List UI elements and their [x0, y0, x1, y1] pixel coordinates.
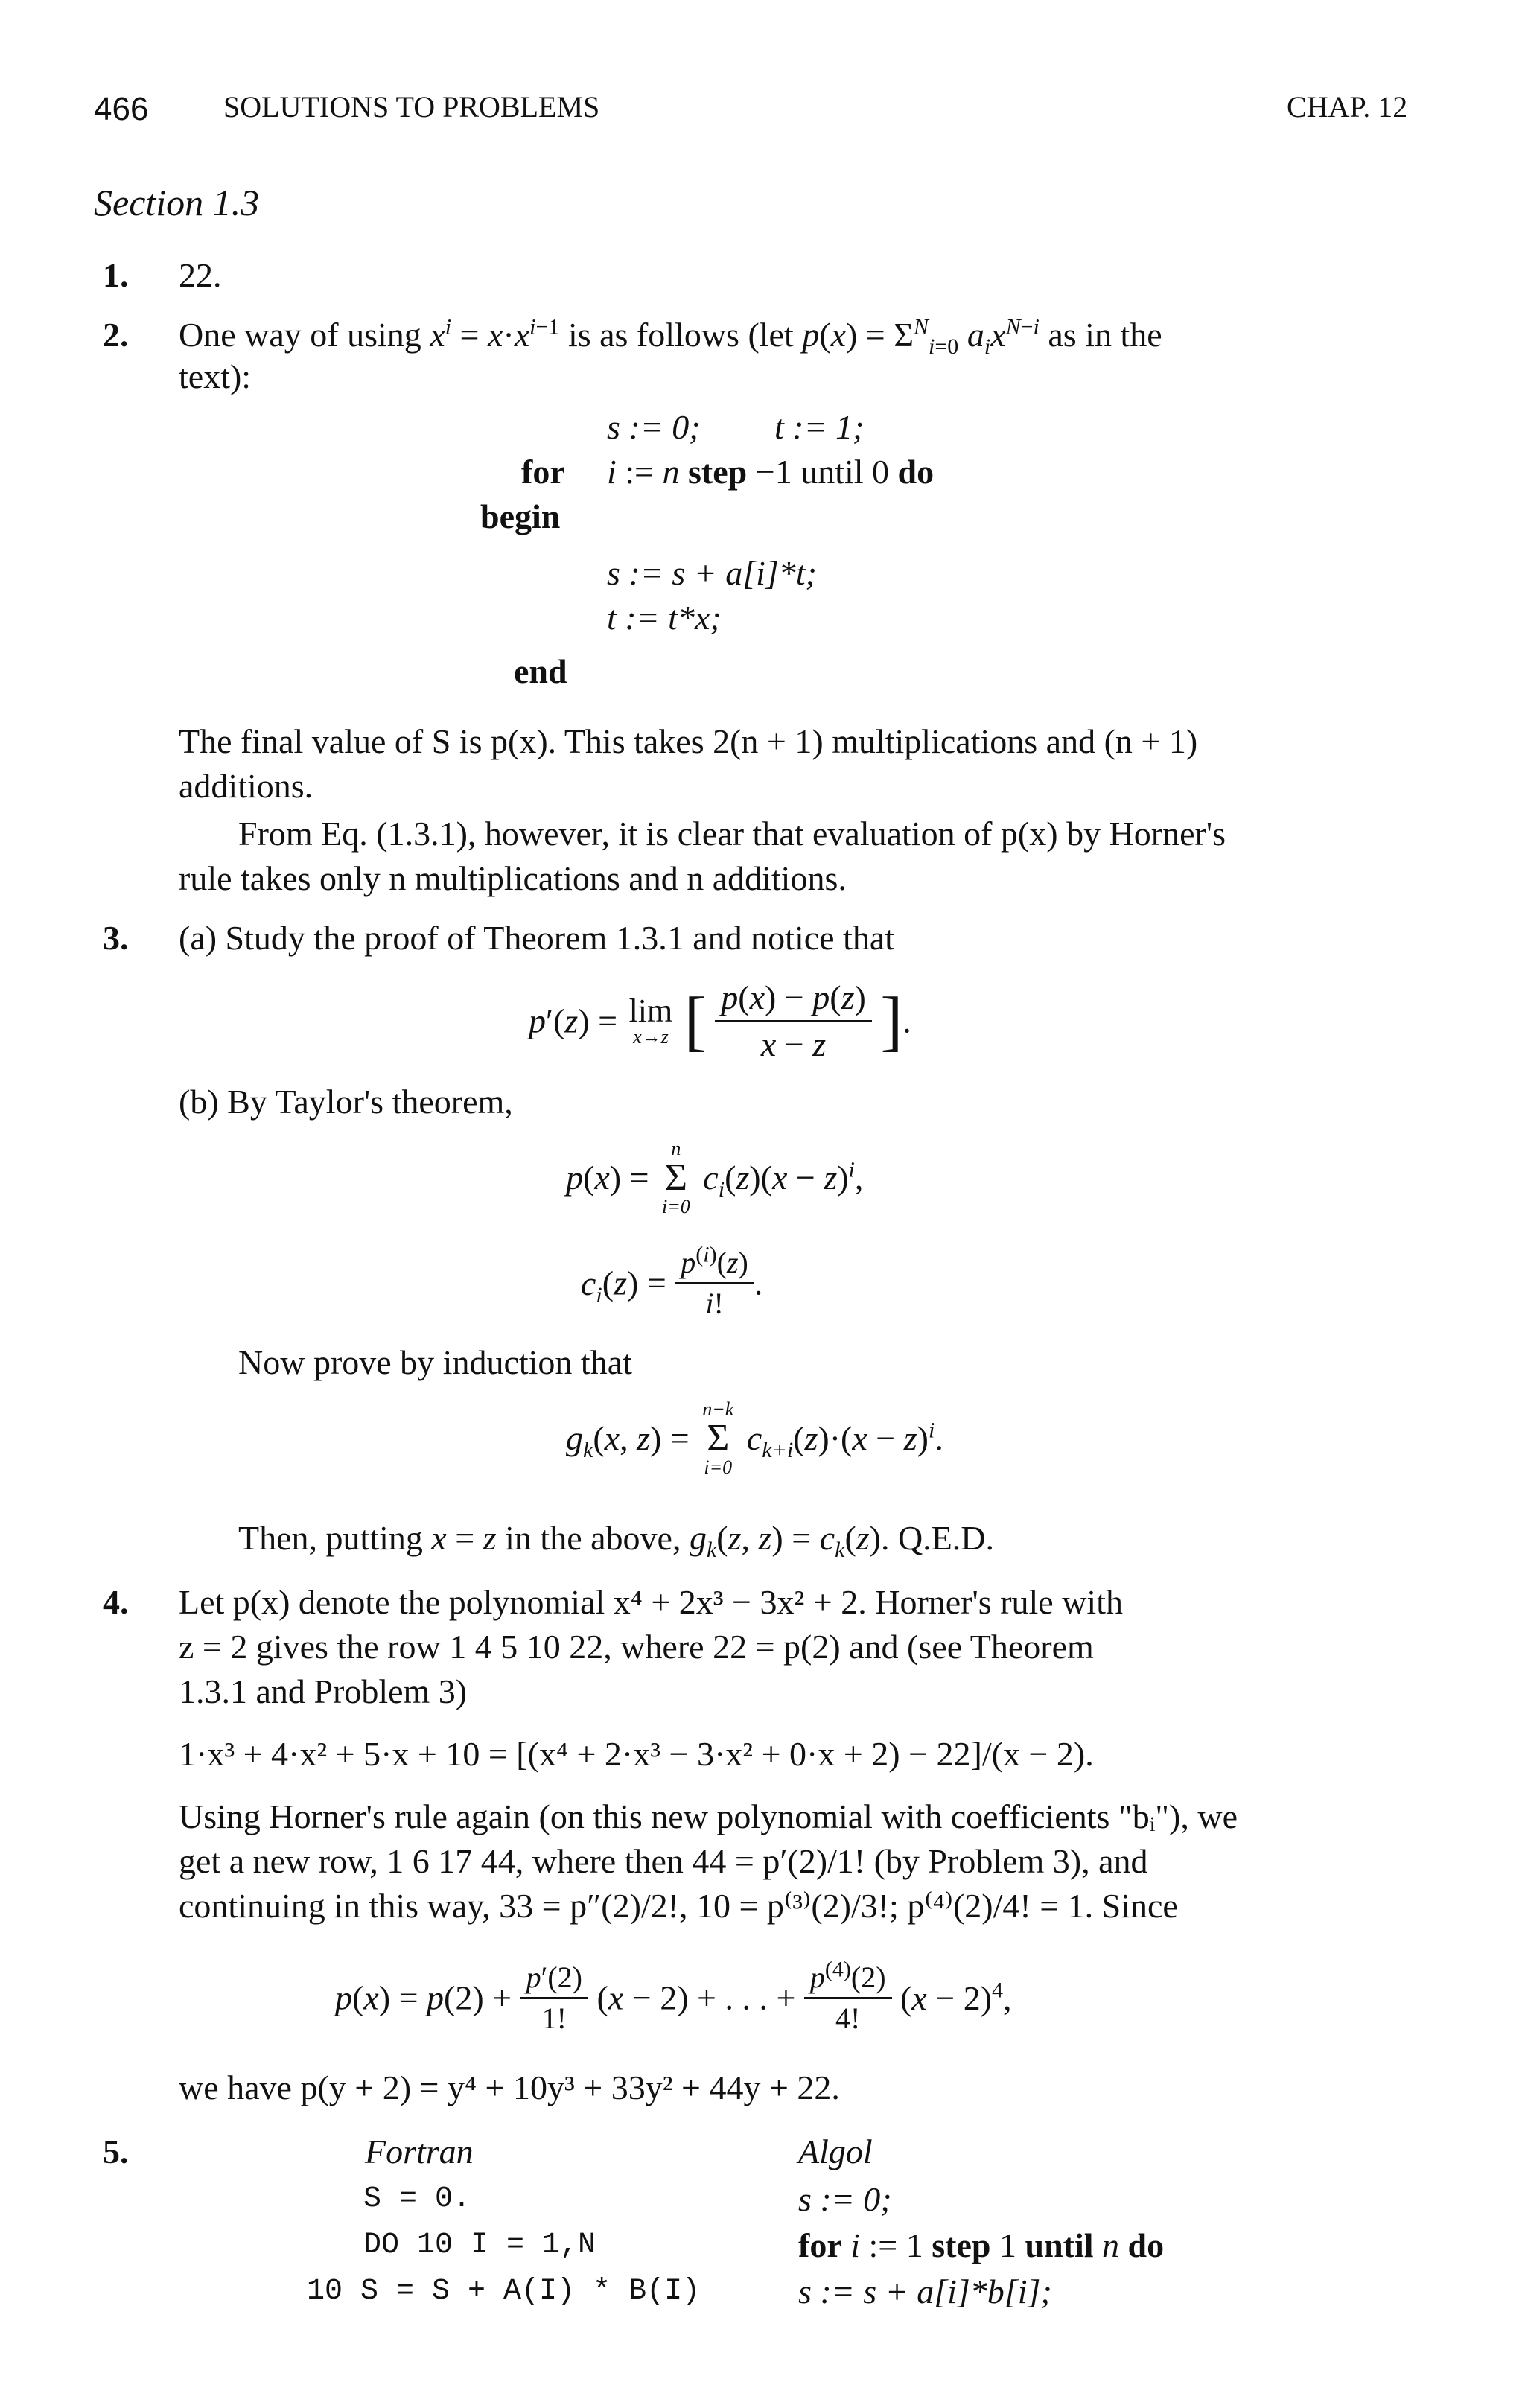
problem-1-number: 1.	[103, 256, 129, 294]
chapter-label: CHAP. 12	[1287, 90, 1408, 124]
section-title: Section 1.3	[94, 182, 260, 223]
problem-3-part-a: (a) Study the proof of Theorem 1.3.1 and notice that	[179, 919, 895, 957]
problem-4-line1: Let p(x) denote the polynomial x⁴ + 2x³ − 3x² + 2. Horner's rule with	[179, 1583, 1123, 1621]
algol-line-3: s := s + a[i]*b[i];	[798, 2272, 1052, 2310]
problem-4-line7: we have p(y + 2) = y⁴ + 10y³ + 33y² + 44y + 22.	[179, 2068, 840, 2106]
algol-line-1: s := 0;	[798, 2180, 892, 2218]
algol-line-2: for i := 1 step 1 until n do	[798, 2226, 1165, 2264]
code-end-keyword: end	[514, 652, 567, 690]
taylor-series-at-2: p(x) = p(2) + $\frac{p'(2)}{1!}$ (x − 2) + . . . + $\frac{p^{(4)}(2)}{4!}$ $(x - 2)^4$,	[335, 1957, 1012, 2035]
problem-3-induction: Now prove by induction that	[238, 1343, 632, 1381]
running-title: SOLUTIONS TO PROBLEMS	[223, 90, 600, 124]
code-s-init: s := 0;	[607, 408, 701, 446]
problem-4-line5: get a new row, 1 6 17 44, where then 44 = p′(2)/1! (by Problem 3), and	[179, 1842, 1148, 1880]
code-for-clause: i := n step −1 until 0 do	[607, 453, 935, 491]
problem-2-para2-line1: From Eq. (1.3.1), however, it is clear that evaluation of p(x) by Horner's	[238, 815, 1226, 853]
taylor-coefficient-equation: $c_i(z)$ = $\frac{p^{(i)}(z)}{i!}$ .	[581, 1242, 763, 1320]
code-t-init: t := 1;	[774, 408, 865, 446]
problem-2-text-line1: One way of using $x^i = x\cdot x^{i-1}$ is as follows (let $p(x) = \Sigma^N_{i=0}$ $a_ix^{N-i}$ as in the	[179, 314, 1162, 360]
problem-4-line4: Using Horner's rule again (on this new polynomial with coefficients "bᵢ"), we	[179, 1797, 1238, 1835]
problem-2-text-line2: text):	[179, 357, 252, 395]
page-number: 466	[94, 91, 149, 127]
taylor-expansion-equation: p(x) = n Σ i=0 $c_i(z)(x - z)^i$,	[566, 1138, 864, 1217]
problem-3-conclusion: Then, putting x = z in the above, $g_k(z$, $z) = c_k(z)$. Q.E.D.	[238, 1519, 995, 1563]
fortran-line-2: DO 10 I = 1,N	[363, 2229, 596, 2262]
fortran-line-1: S = 0.	[363, 2182, 471, 2216]
derivative-limit-equation: p′(z) = lim x→z [ $\frac{p(x) - p(z)}{x - z}$ ].	[529, 975, 911, 1067]
problem-4-number: 4.	[103, 1583, 129, 1621]
problem-3-part-b: (b) By Taylor's theorem,	[179, 1083, 513, 1121]
problem-2-number: 2.	[103, 316, 129, 354]
code-t-update: t := t*x;	[607, 599, 722, 637]
problem-2-para1-line1: The final value of S is p(x). This takes 2(n + 1) multiplications and (n + 1)	[179, 722, 1198, 760]
fortran-heading: Fortran	[365, 2133, 474, 2170]
code-s-update: s := s + a[i]*t;	[607, 554, 817, 592]
code-begin-keyword: begin	[480, 497, 561, 535]
gk-sum-equation: $g_k(x$, z) = n−k Σ i=0 $c_{k+i}(z)\cdot(x - z)^i$.	[566, 1398, 943, 1478]
problem-4-line3: 1.3.1 and Problem 3)	[179, 1672, 468, 1710]
algol-heading: Algol	[798, 2133, 873, 2170]
problem-5-number: 5.	[103, 2133, 129, 2170]
problem-2-para2-line2: rule takes only n multiplications and n additions.	[179, 859, 847, 897]
problem-1-answer: 22.	[179, 256, 222, 294]
problem-4-line6: continuing in this way, 33 = p″(2)/2!, 10 = p⁽³⁾(2)/3!; p⁽⁴⁾(2)/4! = 1. Since	[179, 1887, 1178, 1925]
problem-3-number: 3.	[103, 919, 129, 957]
problem-2-para1-line2: additions.	[179, 767, 313, 805]
fortran-line-3: 10 S = S + A(I) * B(I)	[307, 2275, 701, 2308]
problem-4-equation1: 1·x³ + 4·x² + 5·x + 10 = [(x⁴ + 2·x³ − 3·x² + 0·x + 2) − 22]/(x − 2).	[179, 1735, 1094, 1773]
code-for-keyword: for	[521, 453, 565, 491]
problem-4-line2: z = 2 gives the row 1 4 5 10 22, where 22 = p(2) and (see Theorem	[179, 1628, 1094, 1666]
